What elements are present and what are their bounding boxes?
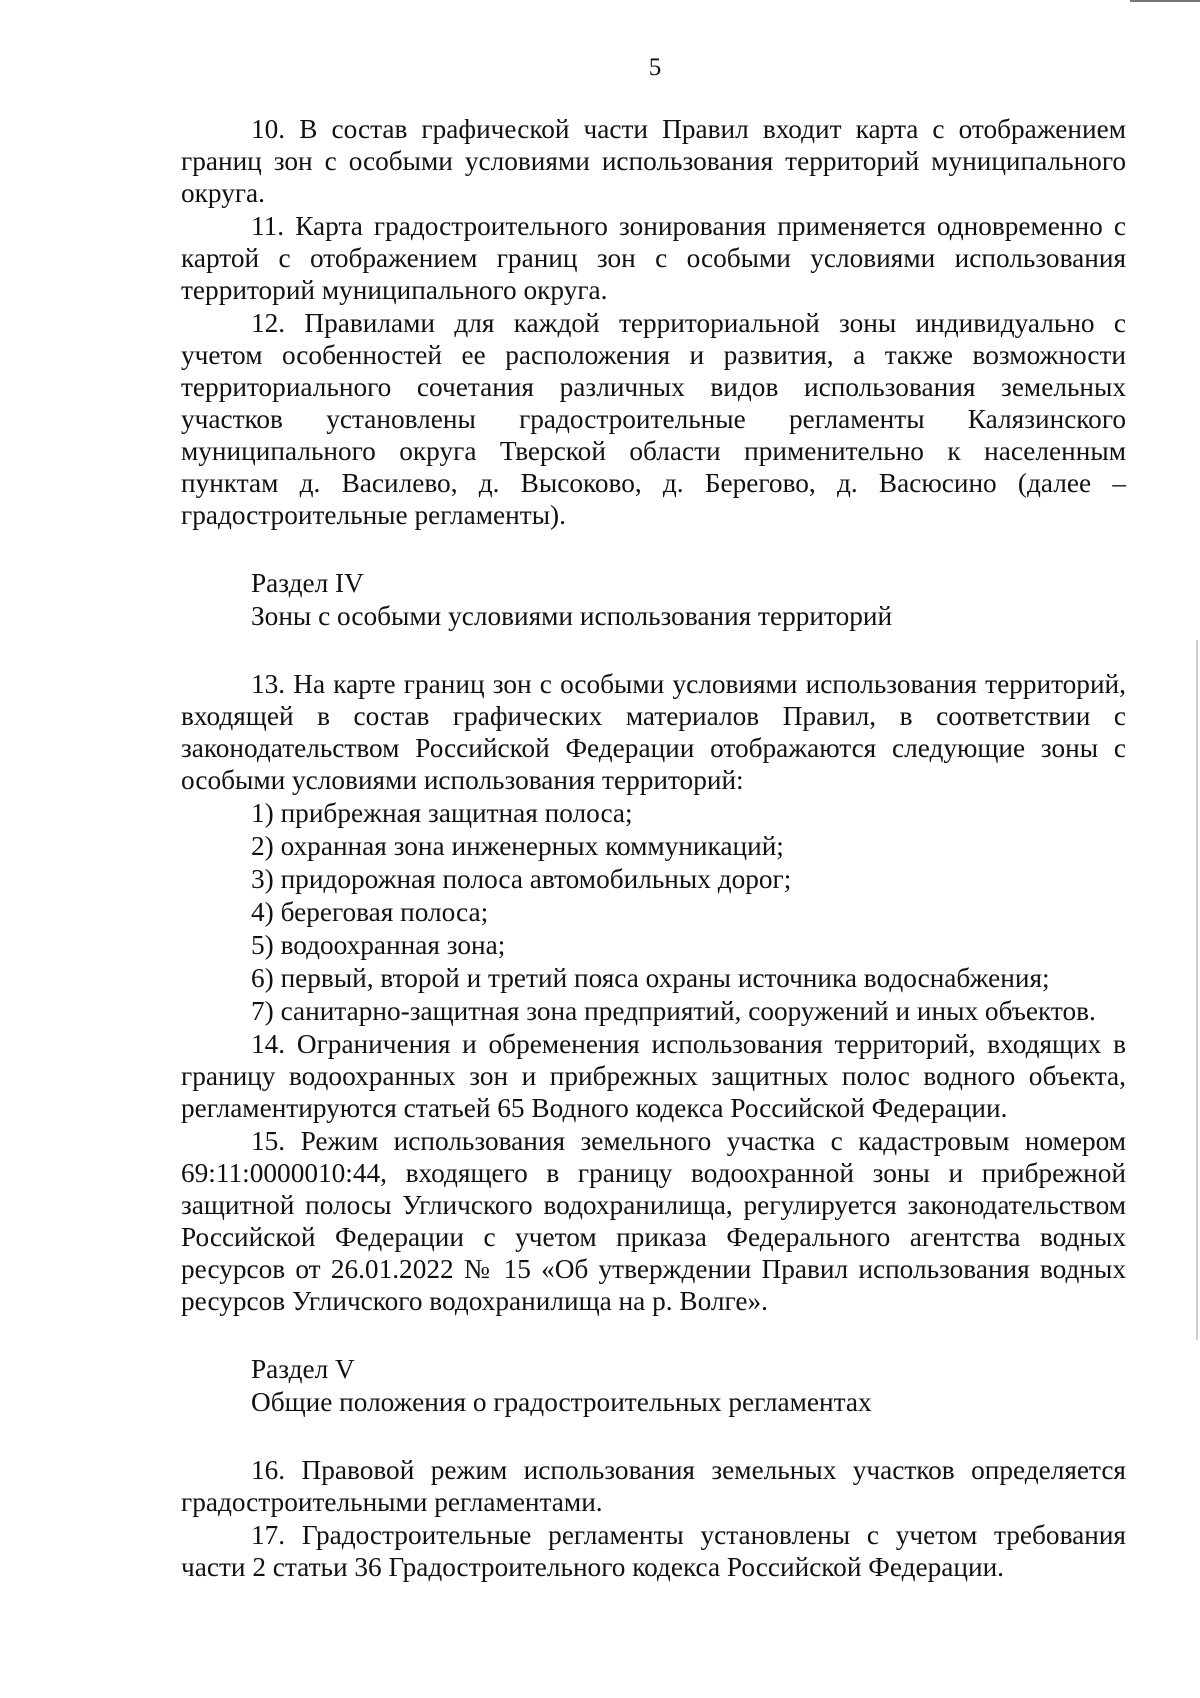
section-4-title: Раздел IV [251,568,364,598]
list-item-2: 2) охранная зона инженерных коммуникаций; [251,831,784,861]
scan-edge-mark-right [1196,640,1198,1340]
paragraph-11: 11. Карта градостроительного зонирования применяется одновременно с картой с отображением границ зон с особыми условиями использования территорий муниципального округа. [181,211,1126,305]
list-item-6: 6) первый, второй и третий пояса охраны источника водоснабжения; [251,963,1050,993]
list-item-1: 1) прибрежная защитная полоса; [251,798,633,828]
paragraph-14: 14. Ограничения и обременения использования территорий, входящих в границу водоохранных зон и прибрежных защитных полос водного объекта, регламентируются статьей 65 Водного кодекса Российской Федерации. [181,1029,1126,1123]
section-4-heading [181,567,1126,632]
section-5-title: Раздел V [251,1354,355,1384]
section-5-subtitle: Общие положения о градостроительных регламентах [251,1387,872,1417]
paragraph-17: 17. Градостроительные регламенты установлены с учетом требования части 2 статьи 36 Градостроительного кодекса Российской Федерации. [181,1520,1126,1582]
paragraph-12: 12. Правилами для каждой территориальной зоны индивидуально с учетом особенностей ее расположения и развития, а также возможности территориального сочетания различных видов использования земельных участков установлены градостроительные регламенты Калязинского муниципального округа Тверской области применительно к населенным пунктам д. Василево, д. Высоково, д. Берегово, д. Васюсино (далее – градостроительные регламенты). [181,308,1126,530]
document-body [181,113,1126,1584]
paragraph-15: 15. Режим использования земельного участка с кадастровым номером 69:11:0000010:44, входящего в границу водоохранной зоны и прибрежной защитной полосы Угличского водохранилища, регулируется законодательством Российской Федерации с учетом приказа Федерального агентства водных ресурсов от 26.01.2022 № 15 «Об утверждении Правил использования водных ресурсов Угличского водохранилища на р. Волге». [181,1126,1126,1316]
section-5-heading [181,1353,1126,1418]
section-4-subtitle: Зоны с особыми условиями использования территорий [251,601,893,631]
list-item-4: 4) береговая полоса; [251,897,489,927]
list-item-7: 7) санитарно-защитная зона предприятий, сооружений и иных объектов. [251,996,1096,1026]
scan-edge-mark-top [1130,0,1200,2]
list-item-5: 5) водоохранная зона; [251,930,506,960]
paragraph-10: 10. В состав графической части Правил входит карта с отображением границ зон с особыми условиями использования территорий муниципального округа. [181,114,1126,208]
paragraph-13: 13. На карте границ зон с особыми условиями использования территорий, входящей в состав графических материалов Правил, в соответствии с законодательством Российской Федерации отображаются следующие зоны с особыми условиями использования территорий: [181,669,1126,795]
page-number: 5 [648,54,662,81]
paragraph-16: 16. Правовой режим использования земельных участков определяется градостроительными регламентами. [181,1455,1126,1517]
list-item-3: 3) придорожная полоса автомобильных дорог; [251,864,792,894]
